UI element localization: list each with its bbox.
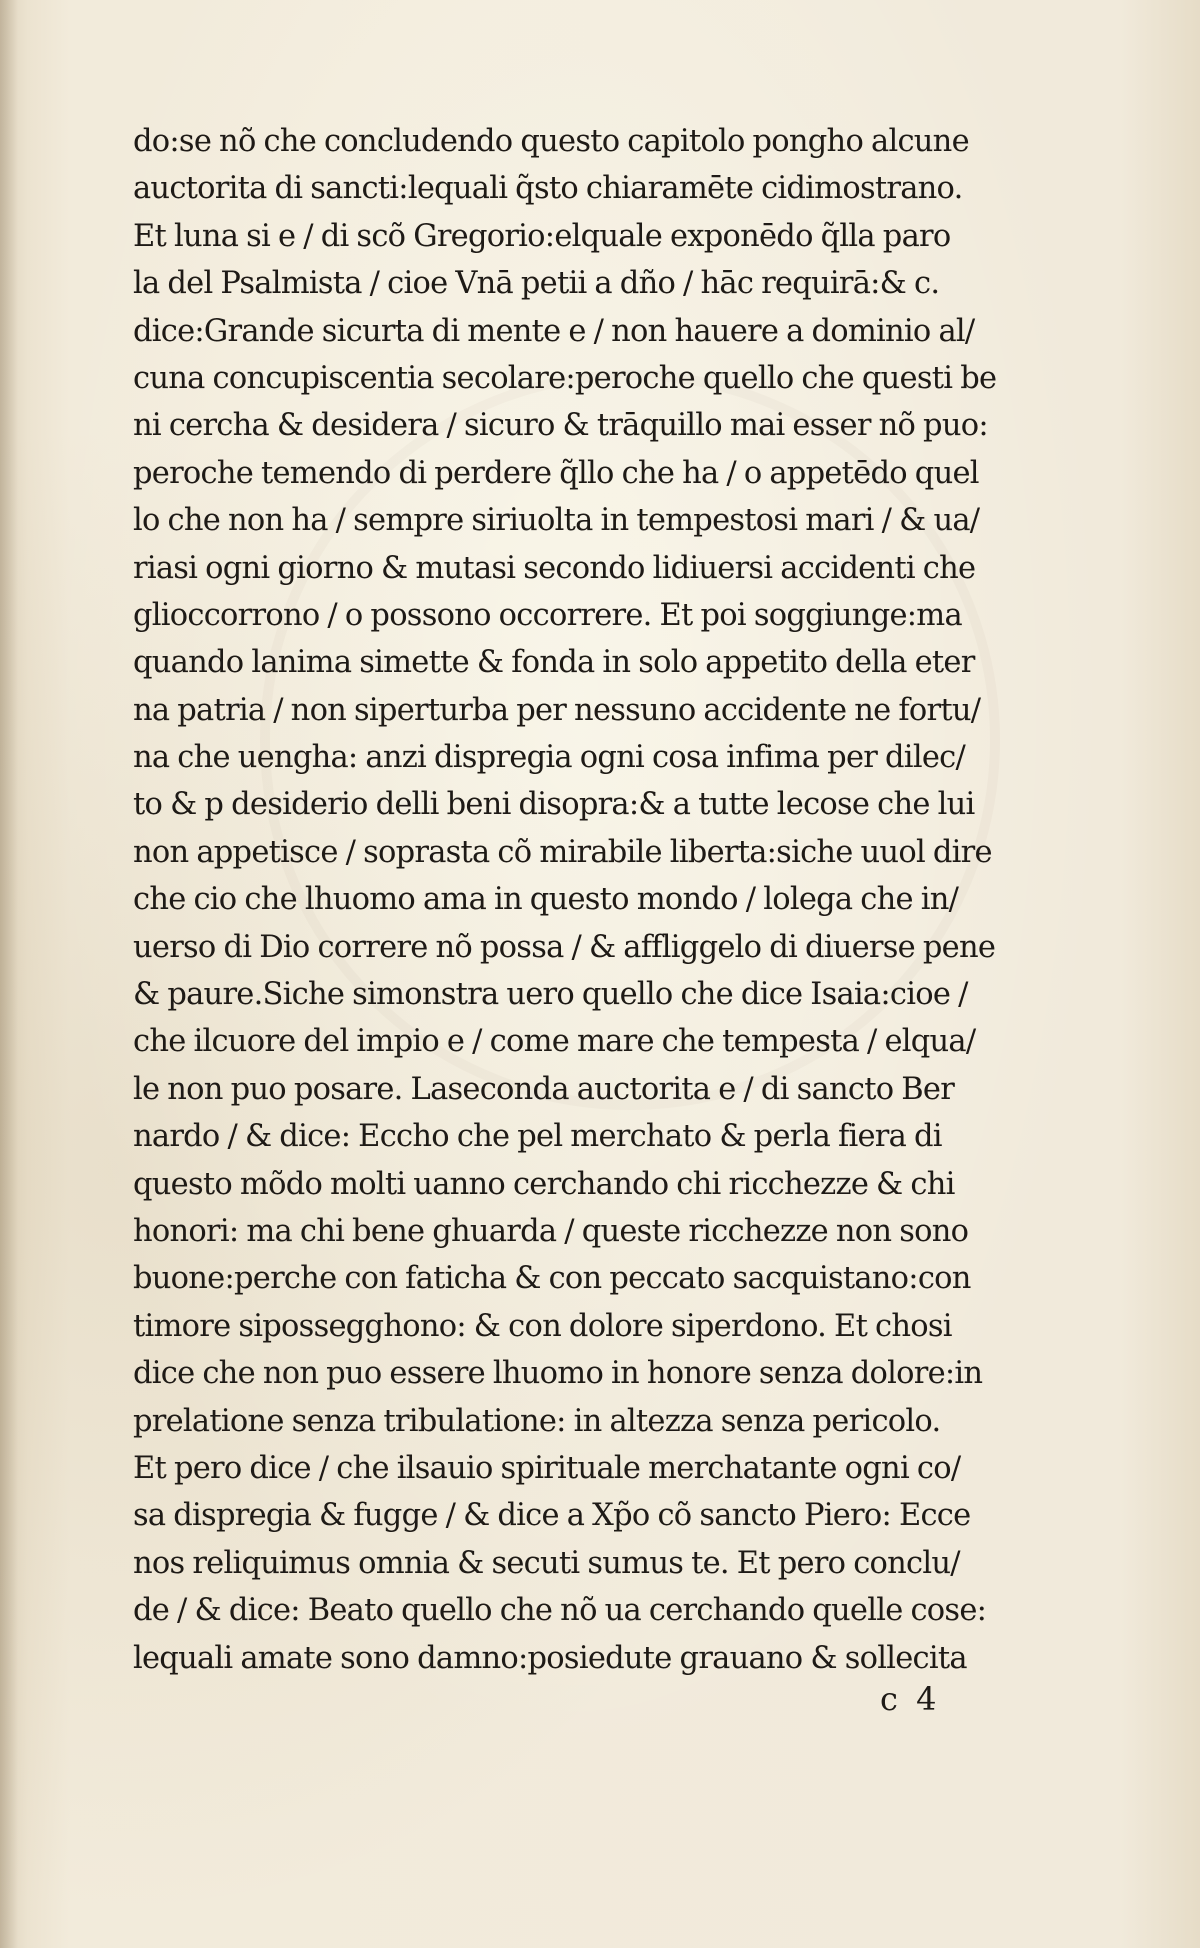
text-line: Et luna si e / di scõ Gregorio:elquale exponēdo q̃lla paro [133, 218, 951, 254]
text-line: na che uengha: anzi dispregia ogni cosa infima per dilec/ [133, 740, 965, 776]
text-line: timore sipossegghono: & con dolore siperdono. Et chosi [133, 1308, 952, 1344]
text-line: uerso di Dio correre nõ possa / & affliggelo di diuerse pene [133, 929, 996, 965]
text-line: auctorita di sancti:lequali q̃sto chiaramēte cidimostrano. [133, 171, 963, 207]
text-line: nos reliquimus omnia & secuti sumus te. Et pero conclu/ [133, 1545, 960, 1581]
text-line: questo mõdo molti uanno cerchando chi ricchezze & chi [133, 1166, 955, 1202]
text-line: che ilcuore del impio e / come mare che tempesta / elqua/ [133, 1024, 976, 1060]
text-block [133, 118, 1013, 1682]
text-line: de / & dice: Beato quello che nõ ua cerchando quelle cose: [133, 1593, 987, 1629]
text-line: che cio che lhuomo ama in questo mondo / lolega che in/ [133, 882, 959, 918]
text-line: riasi ogni giorno & mutasi secondo lidiuersi accidenti che [133, 550, 976, 586]
text-line: non appetisce / soprasta cõ mirabile liberta:siche uuol dire [133, 834, 992, 870]
text-line: quando lanima simette & fonda in solo appetito della eter [133, 645, 975, 681]
text-line: buone:perche con faticha & con peccato sacquistano:con [133, 1261, 971, 1297]
text-line: do:se nõ che concludendo questo capitolo pongho alcune [133, 124, 969, 159]
signature-mark: c 4 [880, 1680, 941, 1718]
text-line: na patria / non siperturba per nessuno accidente ne fortu/ [133, 692, 981, 728]
text-line: la del Psalmista / cioe Vnā petii a dño / hāc requirā:& c. [133, 266, 940, 302]
text-line: ni cercha & desidera / sicuro & trāquillo mai esser nõ puo: [133, 408, 988, 444]
text-line: prelatione senza tribulatione: in altezza senza pericolo. [133, 1403, 941, 1439]
text-line: dice:Grande sicurta di mente e / non hauere a dominio al/ [133, 313, 975, 349]
text-line: peroche temendo di perdere q̃llo che ha / o appetēdo quel [133, 455, 979, 491]
text-line: lequali amate sono damno:posiedute grauano & sollecita [133, 1640, 967, 1676]
text-line: to & p desiderio delli beni disopra:& a tutte lecose che lui [133, 787, 975, 823]
text-line: lo che non ha / sempre siriuolta in tempestosi mari / & ua/ [133, 503, 980, 539]
text-line: nardo / & dice: Eccho che pel merchato & perla fiera di [133, 1119, 942, 1155]
text-line: sa dispregia & fugge / & dice a Xp̃o cõ sancto Piero: Ecce [133, 1498, 971, 1534]
text-line: le non puo posare. Laseconda auctorita e / di sancto Ber [133, 1071, 955, 1107]
text-line: honori: ma chi bene ghuarda / queste ricchezze non sono [133, 1213, 969, 1249]
text-line: cuna concupiscentia secolare:peroche quello che questi be [133, 360, 997, 396]
text-line: & paure.Siche simonstra uero quello che dice Isaia:cioe / [133, 977, 968, 1013]
text-line: dice che non puo essere lhuomo in honore senza dolore:in [133, 1356, 983, 1392]
binding-gutter-shadow [0, 0, 18, 1948]
text-line: Et pero dice / che ilsauio spirituale merchatante ogni co/ [133, 1450, 961, 1486]
text-line: glioccorrono / o possono occorrere. Et poi soggiunge:ma [133, 597, 962, 633]
